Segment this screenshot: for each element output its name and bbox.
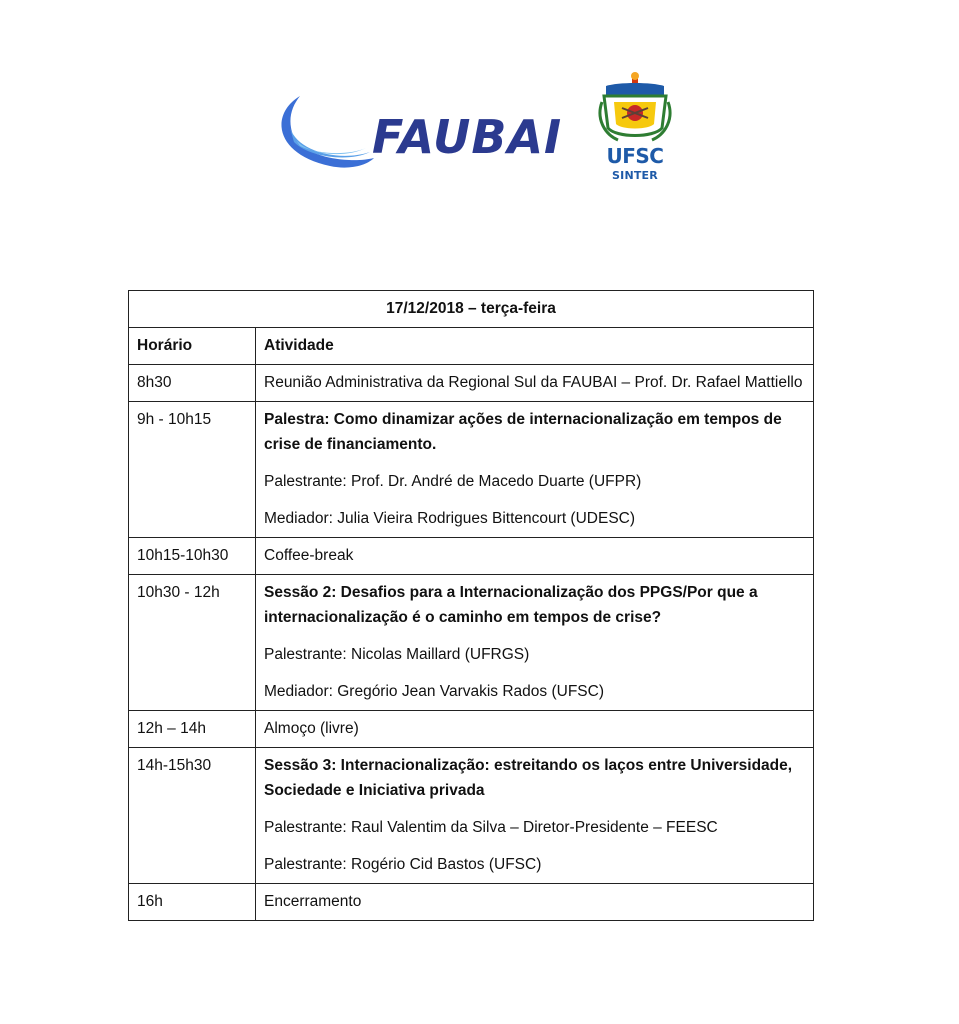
table-row: [129, 748, 814, 884]
column-header-row: [129, 328, 814, 365]
time-cell: 8h30: [129, 365, 256, 402]
table-row: [129, 538, 814, 575]
activity-cell: [256, 748, 814, 884]
ufsc-crest-icon: [598, 72, 672, 144]
faubai-wordmark: FAUBAI: [372, 110, 563, 164]
column-header-activity: Atividade: [256, 328, 814, 365]
time-cell: 12h – 14h: [129, 711, 256, 748]
time-cell: 14h-15h30: [129, 748, 256, 884]
schedule-table: [128, 290, 814, 921]
activity-cell: [256, 575, 814, 711]
speaker-line: Palestrante: Nicolas Maillard (UFRGS): [264, 646, 530, 663]
ufsc-wordmark: UFSC: [606, 144, 664, 168]
table-row: [129, 711, 814, 748]
activity-line: Almoço (livre): [264, 720, 359, 737]
activity-line: Coffee-break: [264, 547, 354, 564]
activity-title: Sessão 2: Desafios para a Internacionalização dos PPGS/Por que a internacionalização é o caminho em tempos de crise?: [264, 584, 758, 626]
table-row: [129, 402, 814, 538]
activity-line: Reunião Administrativa da Regional Sul da FAUBAI – Prof. Dr. Rafael Mattiello: [264, 374, 803, 391]
time-cell: 10h30 - 12h: [129, 575, 256, 711]
activity-title: Palestra: Como dinamizar ações de internacionalização em tempos de crise de financiamento.: [264, 411, 782, 453]
activity-line: Encerramento: [264, 893, 362, 910]
activity-cell: [256, 884, 814, 921]
time-cell: 16h: [129, 884, 256, 921]
speaker-line: Palestrante: Prof. Dr. André de Macedo Duarte (UFPR): [264, 473, 642, 490]
faubai-logo: [270, 92, 570, 172]
table-row: [129, 575, 814, 711]
activity-title: Sessão 3: Internacionalização: estreitando os laços entre Universidade, Sociedade e Iniciativa privada: [264, 757, 793, 799]
speaker-line: Palestrante: Rogério Cid Bastos (UFSC): [264, 856, 542, 873]
ufsc-logo: [598, 72, 672, 190]
moderator-line: Mediador: Julia Vieira Rodrigues Bittencourt (UDESC): [264, 510, 636, 527]
activity-cell: [256, 365, 814, 402]
faubai-swoosh-icon: [270, 92, 380, 172]
activity-cell: [256, 402, 814, 538]
time-cell: 9h - 10h15: [129, 402, 256, 538]
sinter-wordmark: SINTER: [612, 169, 658, 182]
column-header-time: Horário: [129, 328, 256, 365]
table-row: [129, 884, 814, 921]
moderator-line: Mediador: Gregório Jean Varvakis Rados (UFSC): [264, 683, 604, 700]
time-cell: 10h15-10h30: [129, 538, 256, 575]
date-header: 17/12/2018 – terça-feira: [129, 291, 814, 328]
speaker-line: Palestrante: Raul Valentim da Silva – Diretor-Presidente – FEESC: [264, 819, 718, 836]
table-row: [129, 365, 814, 402]
activity-cell: [256, 538, 814, 575]
activity-cell: [256, 711, 814, 748]
date-header-row: [129, 291, 814, 328]
